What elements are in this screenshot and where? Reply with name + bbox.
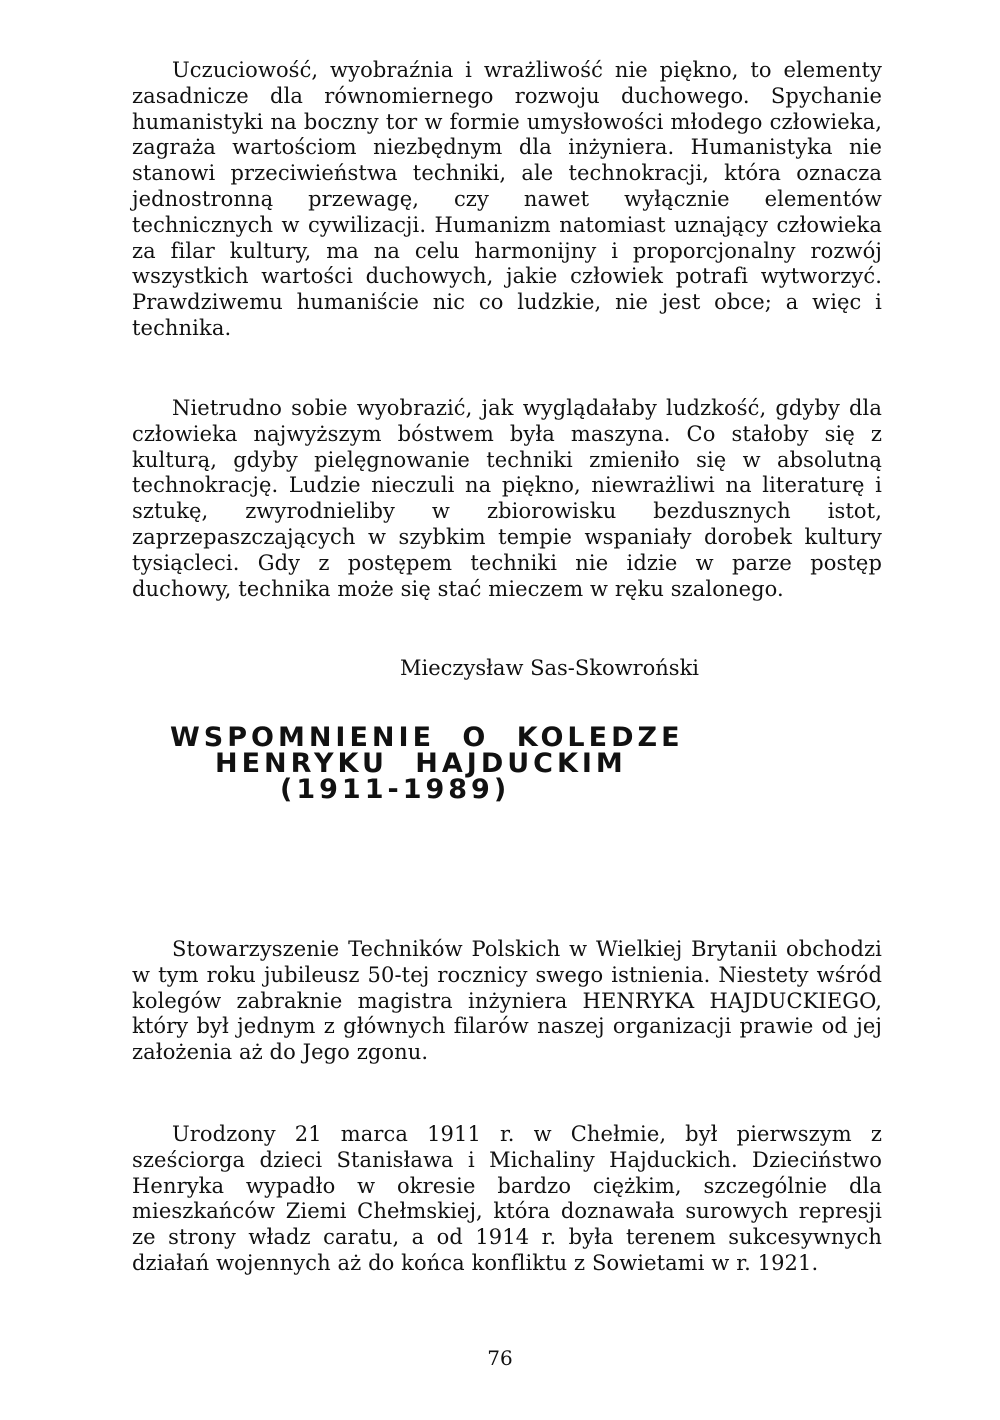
heading-line-3: (1911-1989) (280, 774, 511, 805)
article-heading (160, 722, 860, 805)
paragraph-technocracy: Nietrudno sobie wyobrazić, jak wyglądałaby ludzkość, gdyby dla człowieka najwyższym bóstwem była maszyna. Co stałoby się z kulturą, gdyby pielęgnowanie techniki zmieniło się w absolutną technokrację. Ludzie nieczuli na piękno, niewrażliwi na literaturę i sztukę, zwyrodnieliby w zbiorowisku bezdusznych istot, zaprzepaszczających w szybkim tempie wspaniały dorobek kultury tysiącleci. Gdy z postępem techniki nie idzie w parze postęp duchowy, technika może się stać mieczem w ręku szalonego. (132, 396, 882, 601)
page-number: 76 (487, 1346, 513, 1370)
heading-line-1: WSPOMNIENIE O KOLEDZE (170, 722, 684, 753)
paragraph-association: Stowarzyszenie Techników Polskich w Wielkiej Brytanii obchodzi w tym roku jubileusz 50-tej rocznicy swego istnienia. Niestety wśród kolegów zabraknie magistra inżyniera HENRYKA HAJDUCKIEGO, który był jednym z głównych filarów naszej organizacji prawie od jej założenia aż do Jego zgonu. (132, 937, 882, 1065)
heading-line-2: HENRYKU HAJDUCKIM (215, 748, 627, 779)
paragraph-humanism: Uczuciowość, wyobraźnia i wrażliwość nie piękno, to elementy zasadnicze dla równomiernego rozwoju duchowego. Spychanie humanistyki na boczny tor w formie umysłowości młodego człowieka, zagraża wartościom niezbędnym dla inżyniera. Humanistyka nie stanowi przeciwieństwa techniki, ale technokracji, która oznacza jednostronną przewagę, czy nawet wyłącznie elementów technicznych w cywilizacji. Humanizm natomiast uznający człowieka za filar kultury, ma na celu harmonijny i proporcjonalny rozwój wszystkich wartości duchowych, jakie człowiek potrafi wytworzyć. Prawdziwemu humaniście nic co ludzkie, nie jest obce; a więc i technika. (132, 58, 882, 340)
paragraph-biography: Urodzony 21 marca 1911 r. w Chełmie, był pierwszym z sześciorga dzieci Stanisława i Michaliny Hajduckich. Dzieciństwo Henryka wypadło w okresie bardzo ciężkim, szczególnie dla mieszkańców Ziemi Chełmskiej, która doznawała surowych represji ze strony władz caratu, a od 1914 r. była terenem sukcesywnych działań wojennych aż do końca konfliktu z Sowietami w r. 1921. (132, 1122, 882, 1275)
author-signature: Mieczysław Sas-Skowroński (400, 656, 700, 680)
